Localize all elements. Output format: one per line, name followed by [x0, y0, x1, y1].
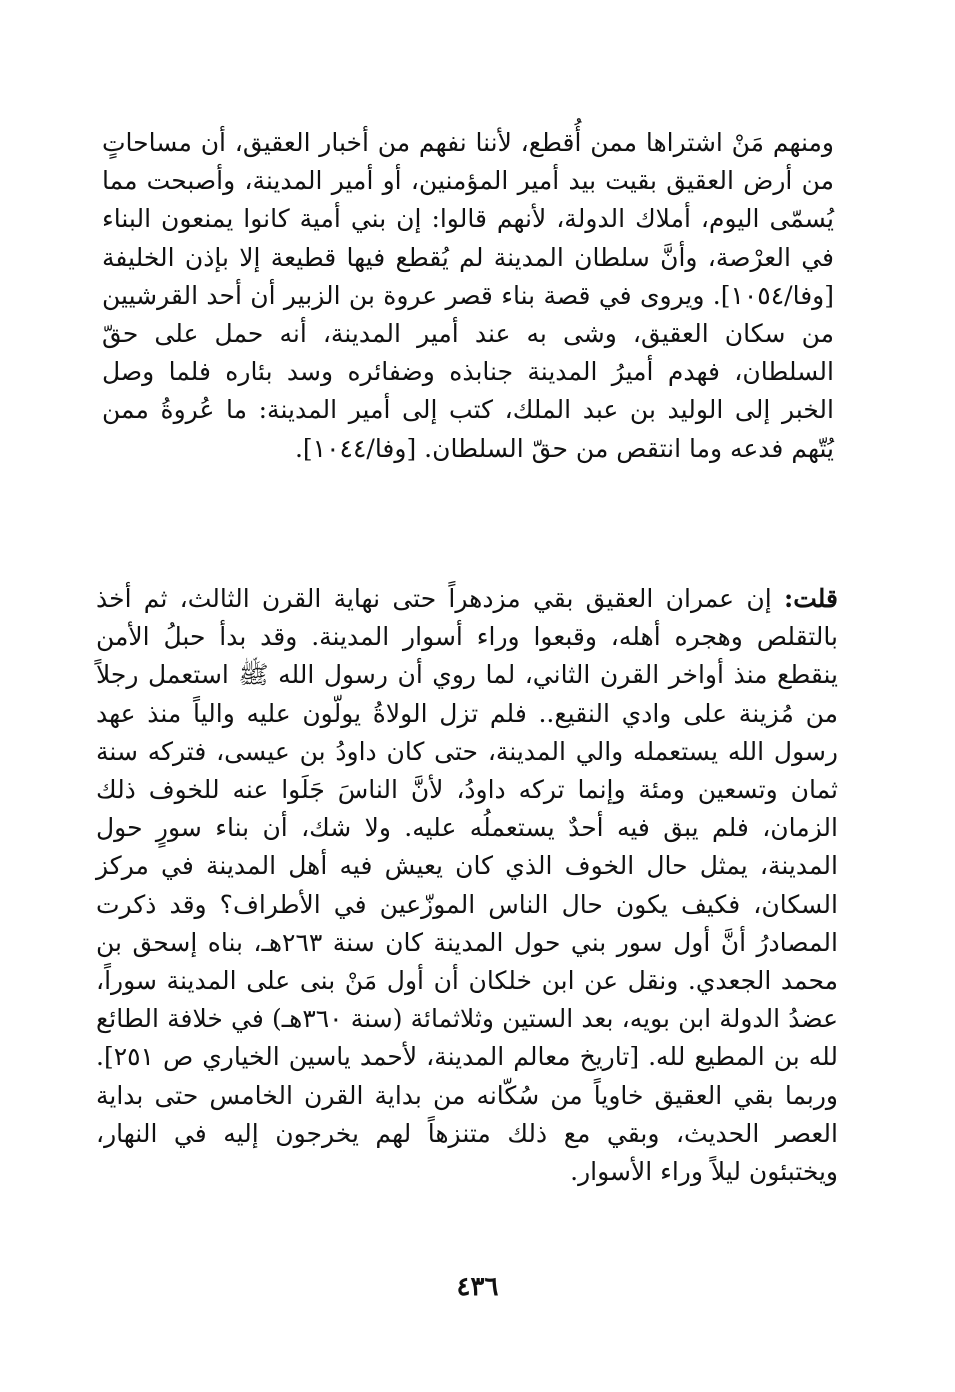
paragraph-2-text: إن عمران العقيق بقي مزدهراً حتى نهاية القرن الثالث، ثم أخذ بالتقلص وهجره أهله، وقبعوا وراء أسوار المدينة. وقد بدأ حبلُ الأمن ينقطع منذ أواخر القرن الثاني، لما روي أن رسول الله ﷺ استعمل رجلاً من مُزينة على وادي النقيع.. فلم تزل الولاةُ يولّون عليه والياً منذ عهد رسول الله يستعمله والي المدينة، حتى كان داودُ بن عيسى، فتركه سنة ثمان وتسعين ومئة وإنما تركه داودُ، لأنَّ الناسَ جَلَوا عنه للخوف ذلك الزمان، فلم يبق فيه أحدٌ يستعملُه عليه. ولا شك، أن بناء سورٍ حول المدينة، يمثل حال الخوف الذي كان يعيش فيه أهل المدينة في مركز السكان، فكيف يكون حال الناس الموزّعين في الأطراف؟ وقد ذكرت المصادرُ أنَّ أول سور بني حول المدينة كان سنة ٢٦٣هـ، بناه إسحق بن محمد الجعدي. ونقل عن ابن خلكان أن أول مَنْ بنى على المدينة سوراً، عضدُ الدولة ابن بويه، بعد الستين وثلاثمائة (سنة ٣٦٠هـ) في خلافة الطائع لله بن المطيع لله. [تاريخ معالم المدينة، لأحمد ياسين الخياري ص ٢٥١]. وربما بقي العقيق خاوياً من سُكّانه من بداية القرن الخامس حتى بداية العصر الحديث، وبقي مع ذلك متنزهاً لهم يخرجون إليه في النهار، ويختبئون ليلاً وراء الأسوار. [96, 584, 838, 1187]
paragraph-2 [96, 580, 838, 1191]
paragraph-1 [102, 124, 834, 468]
page-number: ٤٣٦ [456, 1272, 499, 1302]
paragraph-2-lead: قلت: [783, 584, 838, 613]
paragraph-1-text: ومنهم مَنْ اشتراها ممن أُقطع، لأننا نفهم من أخبار العقيق، أن مساحاتٍ من أرض العقيق بقيت بيد أمير المؤمنين، أو أمير المدينة، وأصبحت مما يُسمّى اليوم، أملاك الدولة، لأنهم قالوا: إن بني أمية كانوا يمنعون البناء في العرْصة، وأنَّ سلطان المدينة لم يُقطع فيها قطيعة إلا بإذن الخليفة [وفا/١٠٥٤]. ويروى في قصة بناء قصر عروة بن الزبير أن أحد القرشيين من سكان العقيق، وشى به عند أمير المدينة، أنه حمل على حقّ السلطان، فهدم أميرُ المدينة جنابذه وضفائره وسد بئاره فلما وصل الخبر إلى الوليد بن عبد الملك، كتب إلى أمير المدينة: ما عُروةُ ممن يُتّهم فدعه وما انتقص من حقّ السلطان. [وفا/١٠٤٤]. [102, 128, 834, 463]
